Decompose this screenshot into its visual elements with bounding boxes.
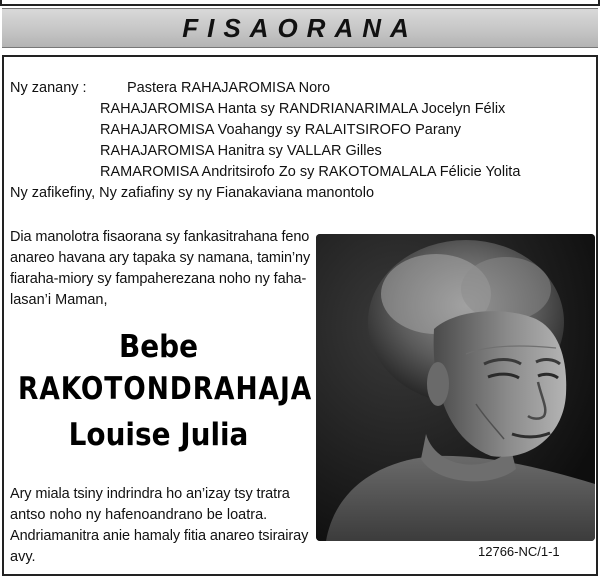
- deceased-surname: RAKOTONDRAHAJA: [18, 371, 313, 407]
- closing-line: antso noho ny hafenoandrano be loatra.: [10, 507, 268, 523]
- page-title: FISAORANA: [182, 12, 418, 43]
- closing-line: avy.: [10, 549, 36, 565]
- reference-code: 12766-NC/1-1: [478, 544, 560, 559]
- grandchildren-line: Ny zafikefiny, Ny zafiafiny sy ny Fianakaviana manontolo: [10, 185, 375, 201]
- family-member: RAMAROMISA Andritsirofo Zo sy RAKOTOMALALA Félicie Yolita: [100, 164, 521, 180]
- intro-line: anareo havana ary tapaka sy namana, tamin’ny: [10, 250, 311, 266]
- family-member: RAHAJAROMISA Voahangy sy RALAITSIROFO Parany: [100, 122, 462, 138]
- deceased-given-names: Louise Julia: [68, 417, 249, 453]
- portrait-photo: [316, 234, 595, 541]
- family-member: RAHAJAROMISA Hanitra sy VALLAR Gilles: [100, 143, 382, 159]
- family-member: Pastera RAHAJAROMISA Noro: [127, 80, 331, 96]
- top-rule: [0, 0, 600, 6]
- intro-line: lasan’i Maman,: [10, 292, 108, 308]
- closing-line: Andriamanitra anie hamaly fitia anareo tsirairay: [10, 528, 309, 544]
- intro-line: Dia manolotra fisaorana sy fankasitrahana feno: [10, 229, 310, 245]
- deceased-first-name: Bebe: [118, 329, 199, 365]
- portrait-illustration: [316, 234, 595, 541]
- children-label: Ny zanany :: [10, 80, 87, 96]
- title-banner: [2, 8, 598, 48]
- closing-line: Ary miala tsiny indrindra ho an’izay tsy tratra: [10, 486, 290, 502]
- intro-line: fiaraha-miory sy fampaherezana noho ny faha-: [10, 271, 307, 287]
- family-member: RAHAJAROMISA Hanta sy RANDRIANARIMALA Jocelyn Félix: [100, 101, 506, 117]
